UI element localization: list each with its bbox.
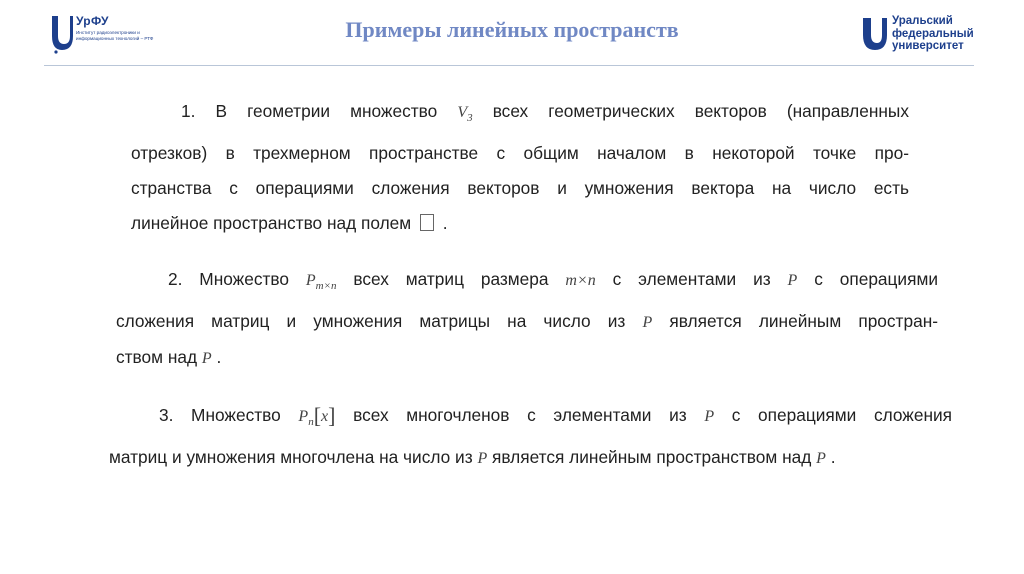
university-name-line1: Уральский bbox=[892, 15, 953, 27]
university-name-line3: университет bbox=[892, 40, 964, 52]
example-1-line-1: 1. В геометрии множество $V_3$ всех геометрических векторов (направленных bbox=[181, 101, 909, 124]
slide-header bbox=[0, 0, 1024, 66]
example-3-line-1: 3. Множество $P_n[x]$ всех многочленов с элементами из P с операциями сложения bbox=[159, 403, 953, 428]
p-symbol: P bbox=[201, 350, 212, 367]
example-2-line-2: сложения матриц и умножения матрицы на число из P является линейным простран- bbox=[116, 311, 938, 331]
urfu-abbr: УрФУ bbox=[76, 14, 109, 28]
example-1-line-2: отрезков) в трехмерном пространстве с общим началом в некоторой точке про- bbox=[131, 143, 909, 163]
urfu-logo-right bbox=[862, 15, 992, 55]
example-2-line-3: ством над P . bbox=[116, 347, 222, 367]
p-symbol: P bbox=[816, 450, 826, 467]
example-2 bbox=[116, 262, 938, 376]
example-3 bbox=[109, 398, 952, 476]
example-1-line-3: странства с операциями сложения векторов и умножения вектора на число есть bbox=[131, 178, 909, 198]
example-1 bbox=[131, 94, 909, 241]
p-symbol: P bbox=[787, 272, 798, 289]
page-title: Примеры линейных пространств bbox=[345, 17, 679, 42]
example-3-line-2: матриц и умножения многочлена на число из P является линейным пространством над P . bbox=[109, 447, 836, 467]
header-divider bbox=[44, 65, 974, 66]
pn-x-symbol: $P_n[x]$ bbox=[298, 403, 336, 428]
p-symbol: P bbox=[477, 450, 488, 467]
urfu-u-emblem-icon bbox=[862, 15, 888, 53]
p-symbol: P bbox=[642, 314, 653, 331]
size-symbol: m×n bbox=[565, 272, 596, 289]
missing-glyph-icon bbox=[420, 214, 434, 231]
university-name-line2: федеральный bbox=[892, 27, 974, 40]
university-name bbox=[892, 15, 1002, 53]
example-2-line-1: 2. Множество $P_{m\times n}$ всех матриц размера m×n с элементами из P с операциями bbox=[168, 269, 938, 292]
pmn-symbol: $P_{m\times n}$ bbox=[305, 272, 337, 292]
v3-symbol: $V_3$ bbox=[457, 104, 473, 124]
institute-name: Институт радиоэлектроники и информационных технологий – РТФ bbox=[76, 30, 154, 41]
p-symbol: P bbox=[704, 408, 715, 425]
example-1-line-4: линейное пространство над полем . bbox=[131, 213, 448, 233]
